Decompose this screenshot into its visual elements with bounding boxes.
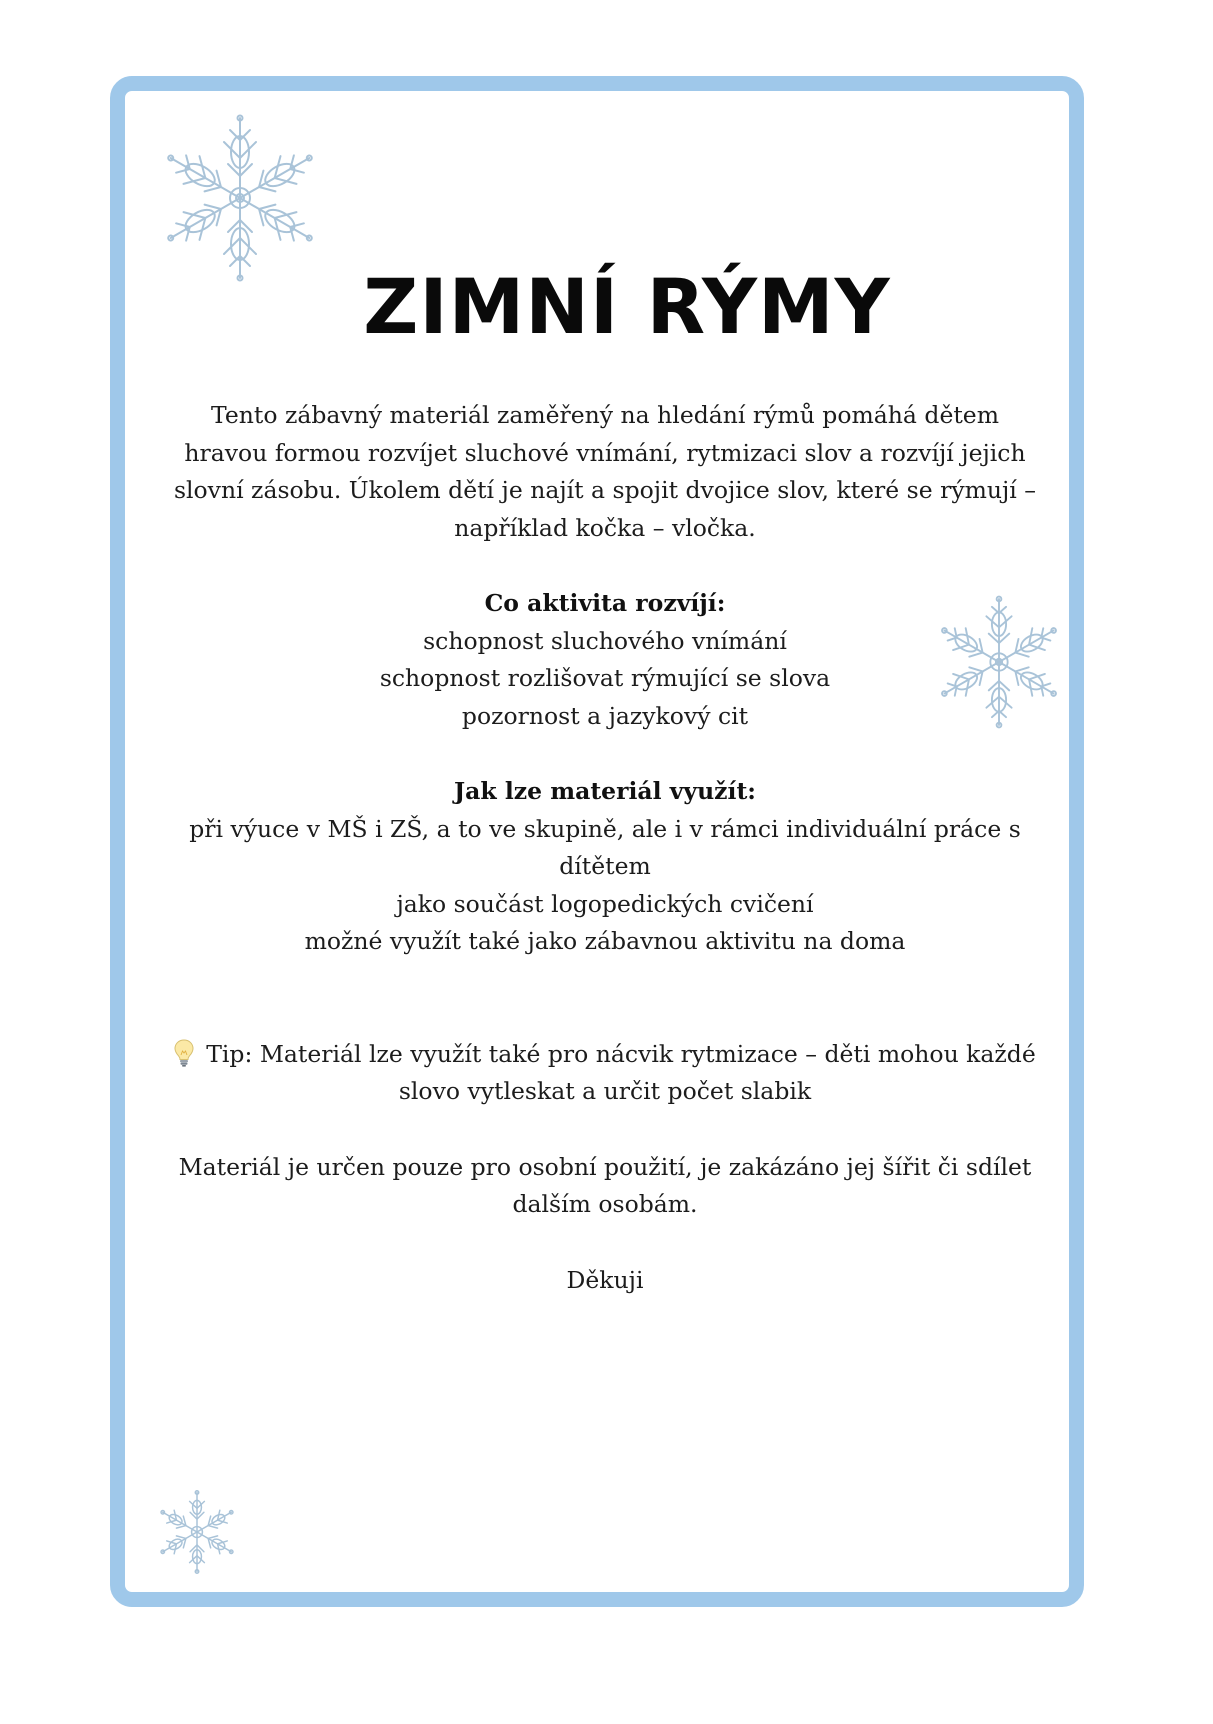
page-title: ZIMNÍ RÝMY (363, 262, 891, 351)
usage-item: možné využít také jako zábavnou aktivitu na doma (304, 927, 906, 955)
develops-item: pozornost a jazykový cit (461, 701, 749, 730)
tip-line (140, 1036, 1070, 1074)
intro-line: například kočka – vločka. (454, 513, 756, 542)
thanks-text: Děkuji (566, 1265, 644, 1294)
tip-text: Tip: Materiál lze využít také pro nácvik rytmizace – děti mohou každé (206, 1039, 1036, 1068)
usage-item: jako součást logopedických cvičení (396, 889, 814, 918)
usage-section (140, 773, 1070, 961)
intro-line: hravou formou rozvíjet sluchové vnímání, rytmizaci slov a rozvíjí jejich (184, 438, 1026, 467)
tip-section (140, 1036, 1070, 1111)
develops-heading: Co aktivita rozvíjí: (484, 589, 726, 617)
intro-line: slovní zásobu. Úkolem dětí je najít a spojit dvojice slov, které se rýmují – (173, 476, 1037, 504)
develops-item: schopnost rozlišovat rýmující se slova (379, 664, 831, 692)
usage-heading: Jak lze materiál využít: (454, 777, 756, 805)
lightbulb-icon (174, 1039, 194, 1067)
intro-line: Tento zábavný materiál zaměřený na hledání rýmů pomáhá dětem (211, 401, 999, 429)
snowflake-icon (155, 113, 325, 283)
notice-line: dalším osobám. (512, 1190, 698, 1218)
usage-item: při výuce v MŠ i ZŠ, a to ve skupině, ale i v rámci individuální práce s (189, 814, 1021, 843)
tip-line: slovo vytleskat a určit počet slabik (398, 1077, 812, 1105)
develops-item: schopnost sluchového vnímání (423, 626, 787, 655)
develops-section (140, 585, 1070, 735)
document-body (140, 397, 1070, 1299)
usage-item: dítětem (559, 852, 651, 880)
notice-section (140, 1149, 1070, 1224)
snowflake-icon (155, 1490, 239, 1574)
intro-paragraph (140, 397, 1070, 547)
notice-line: Materiál je určen pouze pro osobní použití, je zakázáno jej šířit či sdílet (178, 1152, 1032, 1181)
